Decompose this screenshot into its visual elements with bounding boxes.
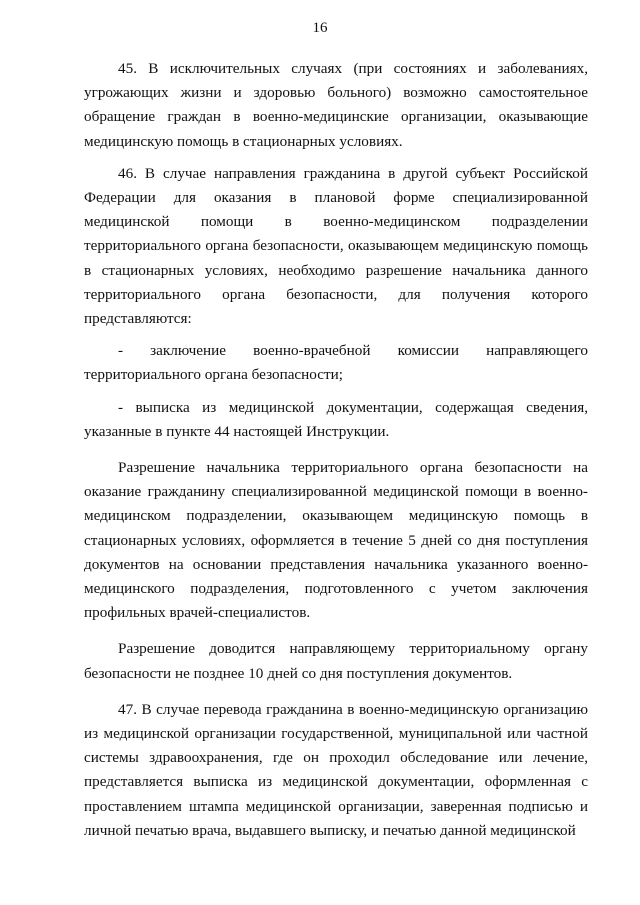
list-item-commission-conclusion: - заключение военно-врачебной комиссии направляющего территориального органа безопасности; — [84, 342, 588, 384]
document-body — [84, 57, 588, 843]
paragraph-45: 45. В исключительных случаях (при состояниях и заболеваниях, угрожающих жизни и здоровью больного) возможно самостоятельное обращение граждан в военно-медицинские организации, оказывающие медицинскую помощь в стационарных условиях. — [84, 60, 588, 150]
paragraph-47: 47. В случае перевода гражданина в военно-медицинскую организацию из медицинской организации государственной, муниципальной или частной системы здравоохранения, где он проходил обследование или лечение, представляется выписка из медицинской документации, оформленная с проставлением штампа медицинской организации, заверенная подписью и личной печатью врача, выдавшего выписку, и печатью данной медицинской — [84, 700, 588, 839]
paragraph-46: 46. В случае направления гражданина в другой субъект Российской Федерации для оказания в плановой форме специализированной медицинской помощи в военно-медицинском подразделении территориального органа безопасности, оказывающем медицинскую помощь в стационарных условиях, необходимо разрешение начальника данного территориального органа безопасности, для получения которого представляются: — [84, 164, 588, 328]
list-item-medical-extract: - выписка из медицинской документации, содержащая сведения, указанные в пункте 44 настоящей Инструкции. — [84, 398, 588, 440]
page-number: 16 — [312, 20, 328, 36]
paragraph-permission: Разрешение начальника территориального органа безопасности на оказание гражданину специализированной медицинской помощи в военно-медицинском подразделении, оказывающем медицинскую помощь в стационарных условиях, оформляется в течение 5 дней со дня поступления документов на основании представления начальника указанного военно-медицинского подразделения, подготовленного с учетом заключения профильных врачей-специалистов. — [84, 459, 588, 622]
paragraph-permission-delivery: Разрешение доводится направляющему территориальному органу безопасности не позднее 10 дней со дня поступления документов. — [84, 640, 588, 682]
